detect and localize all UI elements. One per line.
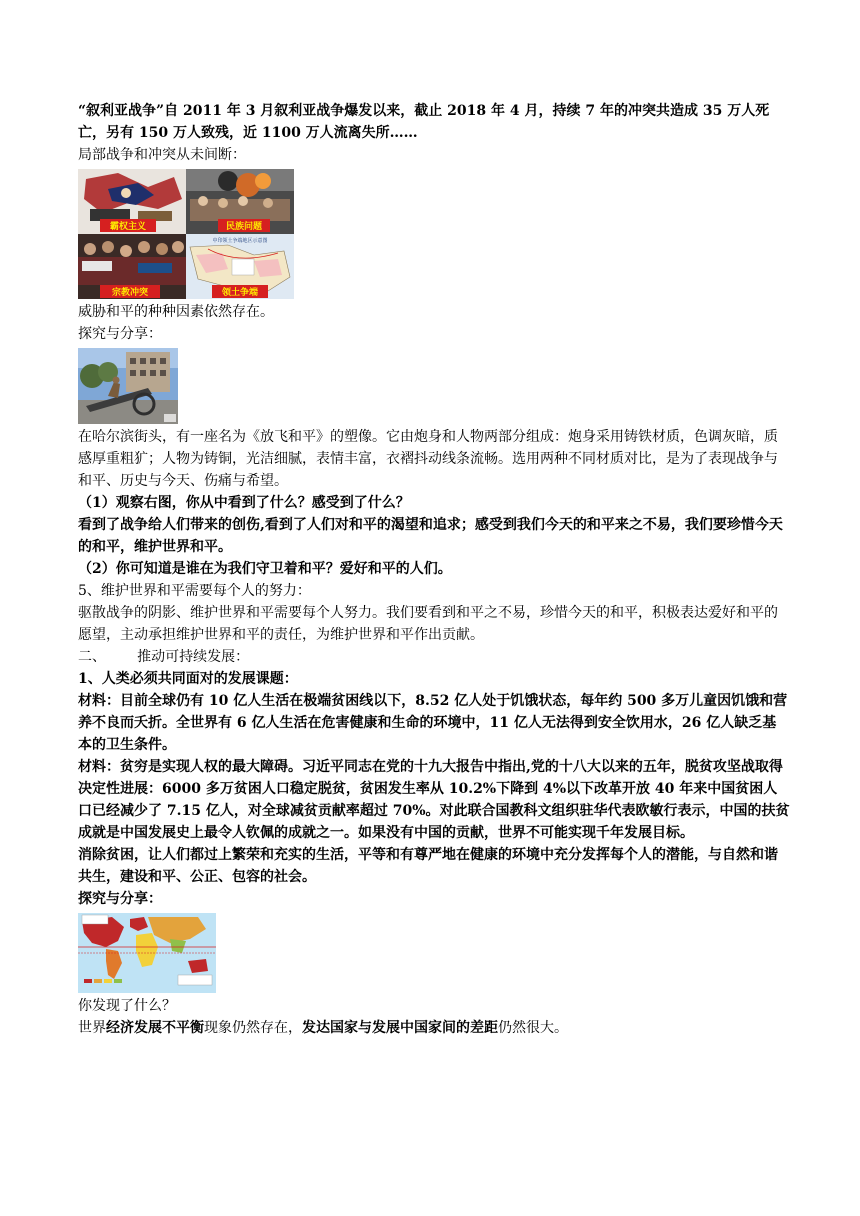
section-5-heading: 5、维护世界和平需要每个人的努力： [78,583,311,599]
section-5-text: 驱散战争的阴影、维护世界和平需要每个人努力。我们要看到和平之不易，珍惜今天的和平，积极表达爱好和平的愿望，主动承担维护世界和平的责任，为维护世界和平作出贡献。 [78,605,778,643]
answer-1: 看到了战争给人们带来的创伤,看到了人们对和平的渴望和追求；感受到我们今天的和平来之不易，我们要珍惜今天的和平，维护世界和平。 [78,517,783,555]
threat-factors-text: 威胁和平的种种因素依然存在。 [78,304,274,320]
syria-war-paragraph: “叙利亚战争”自 2011 年 3 月叙利亚战争爆发以来，截止 2018 年 4 月，持续 7 年的冲突共造成 35 万人死亡，另有 150 万人致残，近 1100 万人流离失所…… [78,103,770,141]
world-development-map-image [78,913,790,993]
material-1: 材料：目前全球仍有 10 亿人生活在极端贫困线以下，8.52 亿人处于饥饿状态，每年约 500 多万儿童因饥饿和营养不良而夭折。全世界有 6 亿人生活在危害健康和生命的环境中，11 亿人无法得到安全饮用水，26 亿人缺乏基本的卫生条件。 [78,693,788,753]
local-war-heading: 局部战争和冲突从未间断： [78,147,246,163]
statue-description: 在哈尔滨街头，有一座名为《放飞和平》的塑像。它由炮身和人物两部分组成：炮身采用铸铁材质，色调灰暗，质感厚重粗犷；人物为铸铜，光洁细腻，表情丰富，衣褶抖动线条流畅。选用两种不同材质对比，是为了表现战争与和平、历史与今天、伤痛与希望。 [78,429,778,489]
subsection-1-heading: 1、人类必须共同面对的发展课题： [78,671,298,687]
collage-label-religion: 宗教冲突 [111,288,149,298]
peace-statue-image [78,348,790,424]
part-2-heading: 二、 推动可持续发展： [78,649,250,665]
question-2: （2）你可知道是谁在为我们守卫着和平？爱好和平的人们。 [78,561,452,577]
conflict-collage-image [78,169,790,299]
document-page [78,100,790,1039]
collage-label-hegemony: 霸权主义 [109,222,147,232]
collage-map-title: 中印领土争端地区示意图 [212,238,268,244]
question-1: （1）观察右图，你从中看到了什么？感受到了什么？ [78,495,410,511]
discovery-answer: 世界经济发展不平衡现象仍然存在，发达国家与发展中国家间的差距仍然很大。 [78,1020,568,1036]
collage-label-ethnic: 民族问题 [225,222,263,232]
discovery-question: 你发现了什么？ [78,998,176,1014]
material-2: 材料：贫穷是实现人权的最大障碍。习近平同志在党的十九大报告中指出,党的十八大以来的五年，脱贫攻坚战取得决定性进展：6000 多万贫困人口稳定脱贫，贫困发生率从 10.2%下降到 4%以下改革开放 40 年来中国贫困人口已经减少了 7.15 亿人，对全球减贫贡献率超过 70%。对此联合国教科文组织驻华代表欧敏行表示，中国的扶贫成就是中国发展史上最令人钦佩的成就之一。如果没有中国的贡献，世界不可能实现千年发展目标。 [78,759,790,841]
poverty-goal-text: 消除贫困，让人们都过上繁荣和充实的生活，平等和有尊严地在健康的环境中充分发挥每个人的潜能，与自然和谐共生，建设和平、公正、包容的社会。 [78,847,778,885]
explore-share-heading-1: 探究与分享： [78,326,162,342]
collage-label-territory: 领土争端 [221,288,259,298]
explore-share-heading-2: 探究与分享： [78,891,162,907]
